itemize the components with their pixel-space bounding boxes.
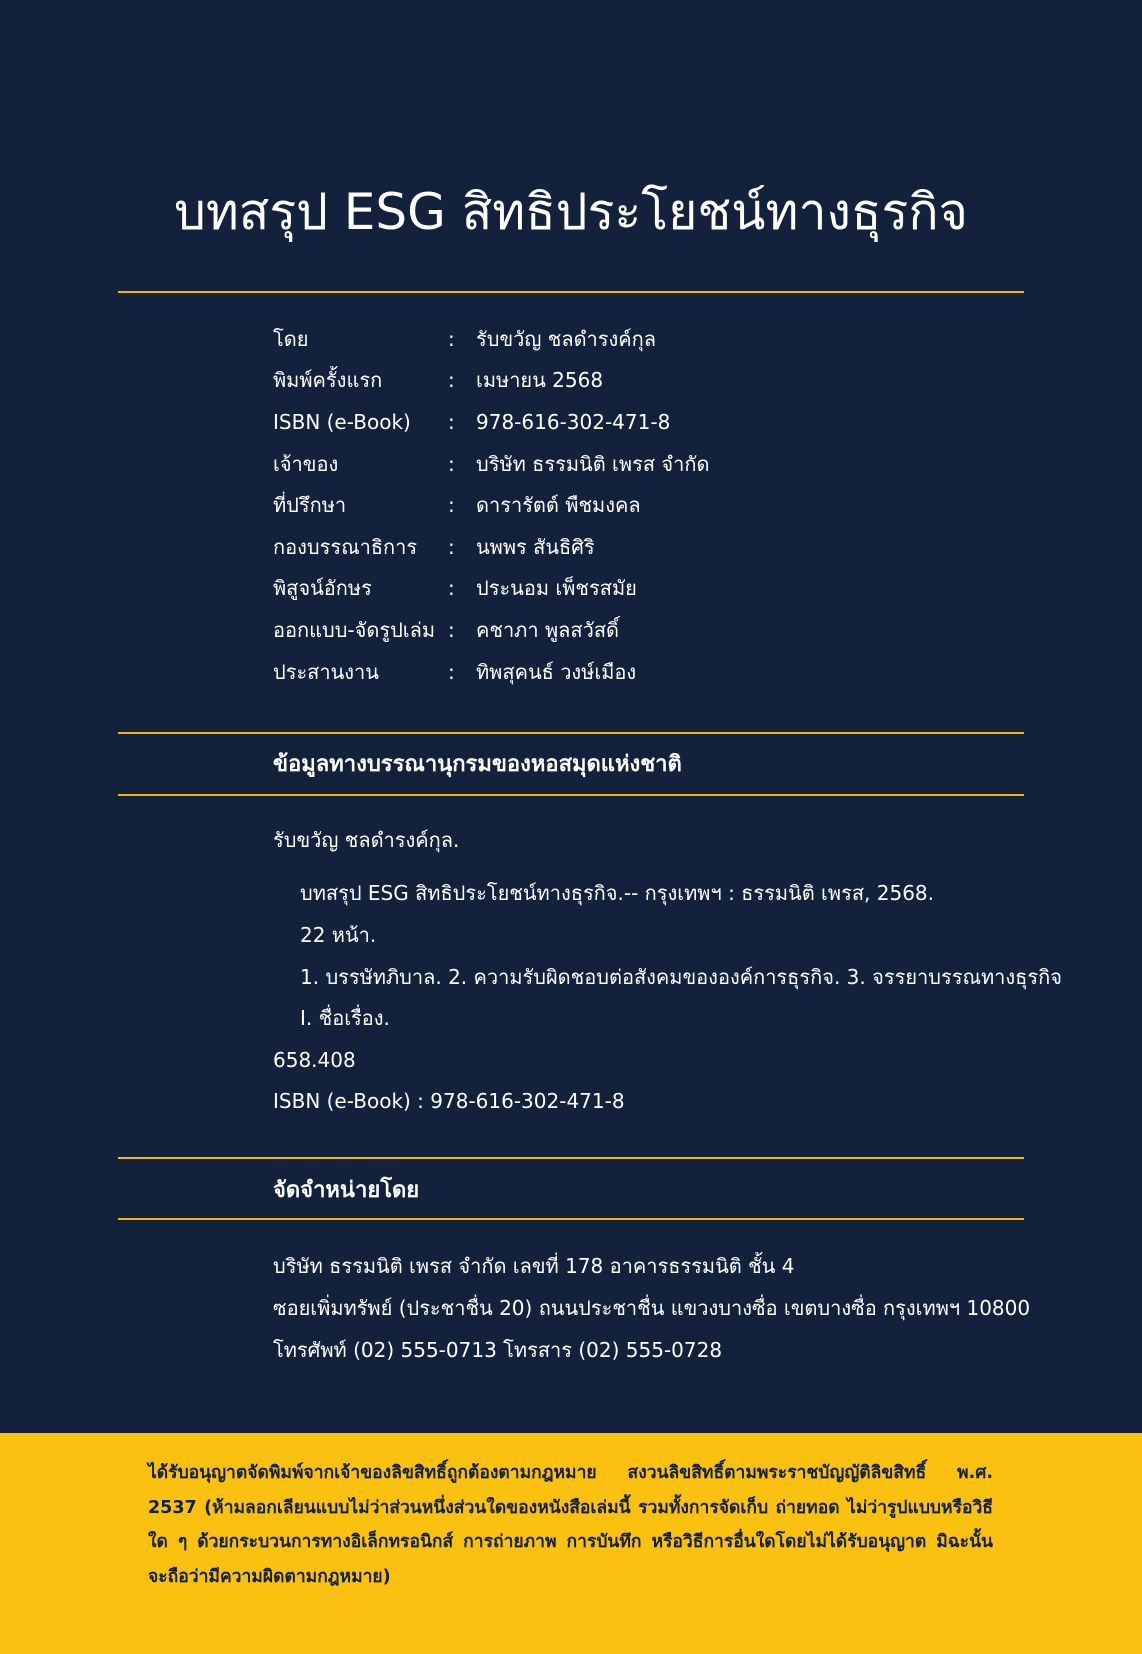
catalog-author: รับขวัญ ชลดำรงค์กุล.	[273, 827, 460, 852]
info-colon: :	[448, 534, 455, 559]
info-colon: :	[448, 659, 455, 684]
distribution-heading: จัดจำหน่ายโดย	[273, 1177, 420, 1203]
info-colon: :	[448, 451, 455, 476]
info-colon: :	[448, 617, 455, 642]
divider-rule	[118, 794, 1024, 796]
catalog-classification: 658.408	[273, 1047, 356, 1072]
divider-rule	[118, 1218, 1024, 1220]
catalog-line: I. ชื่อเรื่อง.	[300, 1006, 390, 1031]
info-label: เจ้าของ	[273, 451, 339, 476]
info-label: ออกแบบ-จัดรูปเล่ม	[273, 617, 436, 642]
info-row-owner	[273, 443, 1033, 485]
info-label: ที่ปรึกษา	[273, 493, 347, 518]
info-row-author	[273, 318, 1033, 360]
info-label: ประสานงาน	[273, 659, 379, 684]
info-colon: :	[448, 576, 455, 601]
info-row-proofreader	[273, 568, 1033, 610]
info-label: ISBN (e-Book)	[273, 409, 411, 434]
catalog-line: 1. บรรษัทภิบาล. 2. ความรับผิดชอบต่อสังคมขององค์การธุรกิจ. 3. จรรยาบรรณทางธุรกิจ	[300, 964, 1062, 989]
publication-info	[273, 318, 1033, 692]
info-value: ดารารัตต์ พืชมงคล	[476, 493, 641, 518]
divider-rule	[118, 291, 1024, 293]
info-label: พิมพ์ครั้งแรก	[273, 368, 383, 393]
distribution-line: บริษัท ธรรมนิติ เพรส จำกัด เลขที่ 178 อาคารธรรมนิติ ชั้น 4	[273, 1254, 795, 1278]
info-colon: :	[448, 368, 455, 393]
info-label: กองบรรณาธิการ	[273, 534, 418, 559]
info-colon: :	[448, 326, 455, 351]
distribution-info	[273, 1245, 1033, 1371]
info-value: นพพร สันธิศิริ	[476, 534, 595, 559]
info-value: คชาภา พูลสวัสดิ์	[476, 617, 620, 642]
info-row-editorial	[273, 526, 1033, 568]
copyright-notice: ได้รับอนุญาตจัดพิมพ์จากเจ้าของลิขสิทธิ์ถูกต้องตามกฎหมาย สงวนลิขสิทธิ์ตามพระราชบัญญัติลิขสิทธิ์ พ.ศ. 2537 (ห้ามลอกเลียนแบบไม่ว่าส่วนหนึ่งส่วนใดของหนังสือเล่มนี้ รวมทั้งการจัดเก็บ ถ่ายทอด ไม่ว่ารูปแบบหรือวิธีใด ๆ ด้วยกระบวนการทางอิเล็กทรอนิกส์ การถ่ายภาพ การบันทึก หรือวิธีการอื่นใดโดยไม่ได้รับอนุญาต มิฉะนั้น จะถือว่ามีความผิดตามกฎหมาย)	[148, 1463, 993, 1587]
info-row-design	[273, 609, 1033, 651]
catalog-record	[273, 819, 1062, 1122]
distribution-line: ซอยเพิ่มทรัพย์ (ประชาชื่น 20) ถนนประชาชื่น แขวงบางซื่อ เขตบางซื่อ กรุงเทพฯ 10800	[273, 1296, 1031, 1320]
info-value: เมษายน 2568	[476, 368, 604, 393]
divider-rule	[118, 1157, 1024, 1159]
catalog-line: 22 หน้า.	[300, 922, 377, 947]
info-label: พิสูจน์อักษร	[273, 576, 372, 601]
info-value: ทิพสุคนธ์ วงษ์เมือง	[476, 659, 637, 684]
info-row-coordinator	[273, 651, 1033, 693]
info-colon: :	[448, 409, 455, 434]
distribution-line: โทรศัพท์ (02) 555-0713 โทรสาร (02) 555-0728	[273, 1338, 723, 1362]
catalog-isbn: ISBN (e-Book) : 978-616-302-471-8	[273, 1089, 625, 1114]
info-row-first-print	[273, 360, 1033, 402]
info-value: 978-616-302-471-8	[476, 409, 671, 434]
catalog-heading: ข้อมูลทางบรรณานุกรมของหอสมุดแห่งชาติ	[273, 751, 682, 777]
info-row-advisor	[273, 484, 1033, 526]
page-title: บทสรุป ESG สิทธิประโยชน์ทางธุรกิจ	[174, 183, 968, 241]
info-value: บริษัท ธรรมนิติ เพรส จำกัด	[476, 451, 710, 476]
info-value: รับขวัญ ชลดำรงค์กุล	[476, 326, 657, 351]
info-row-isbn	[273, 401, 1033, 443]
info-colon: :	[448, 493, 455, 518]
info-value: ประนอม เพ็ชรสมัย	[476, 576, 637, 601]
catalog-line: บทสรุป ESG สิทธิประโยชน์ทางธุรกิจ.-- กรุงเทพฯ : ธรรมนิติ เพรส, 2568.	[300, 881, 934, 906]
info-label: โดย	[273, 326, 309, 351]
copyright-footer	[0, 1433, 1142, 1654]
